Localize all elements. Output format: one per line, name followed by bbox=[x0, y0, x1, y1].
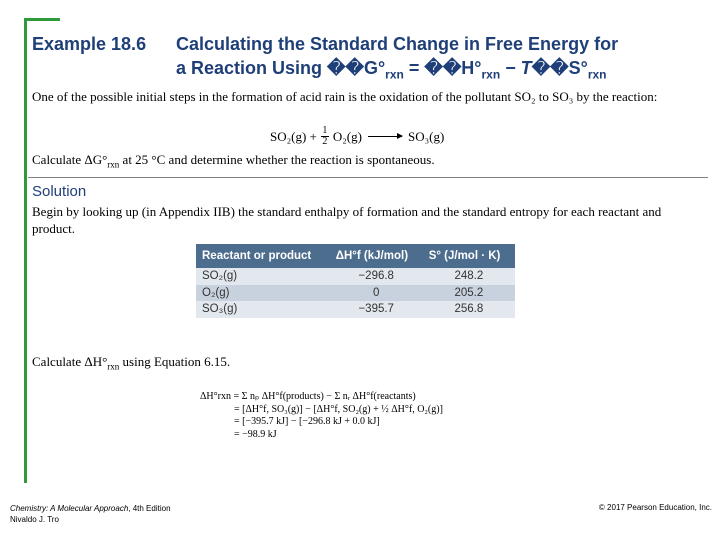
title-prefix: a Reaction Using bbox=[176, 58, 328, 78]
calc-g-suffix: at 25 °C and determine whether the reaction is spontaneous. bbox=[119, 152, 435, 167]
product-so3: SO₃(g) bbox=[407, 128, 445, 144]
math-line-2: = [ΔH°f, SO₃(g)] − [ΔH°f, SO₂(g) + ½ ΔH°f, O₂(g)] bbox=[234, 403, 443, 415]
solution-heading: Solution bbox=[32, 183, 87, 200]
species-cell: SO₃(g) bbox=[196, 301, 330, 318]
title-delta-g: ��G° bbox=[327, 58, 386, 78]
calc-h-prefix: Calculate ΔH° bbox=[32, 354, 108, 369]
title-delta-s: ��S° bbox=[531, 58, 588, 78]
calc-g-sub: rxn bbox=[107, 159, 120, 170]
delta-hf-cell: −395.7 bbox=[330, 301, 423, 318]
title-rxn-sub-2: rxn bbox=[481, 67, 501, 82]
book-title: Chemistry: A Molecular Approach bbox=[10, 504, 129, 513]
delta-hf-cell: 0 bbox=[330, 285, 423, 302]
calculate-delta-h-instruction bbox=[32, 354, 230, 372]
table-row bbox=[196, 285, 515, 302]
thermodynamic-data-table bbox=[196, 244, 515, 318]
title-equals: = bbox=[403, 58, 425, 78]
fraction-denominator: 2 bbox=[322, 136, 328, 147]
header-reactant-or-product: Reactant or product bbox=[196, 244, 330, 268]
title-line-2 bbox=[176, 56, 607, 87]
fraction-numerator: 1 bbox=[322, 125, 328, 136]
reaction-equation bbox=[270, 126, 444, 147]
math-line-3: = [−395.7 kJ] − [−296.8 kJ + 0.0 kJ] bbox=[234, 416, 380, 427]
table-row bbox=[196, 301, 515, 318]
slide-frame-vertical-line bbox=[24, 18, 27, 483]
title-rxn-sub-1: rxn bbox=[385, 67, 404, 82]
entropy-cell: 205.2 bbox=[423, 285, 515, 302]
math-line-4: = −98.9 kJ bbox=[234, 428, 277, 440]
delta-h-calculation bbox=[200, 391, 443, 441]
calc-h-suffix: using Equation 6.15. bbox=[119, 354, 231, 369]
header-entropy: S° (J/mol · K) bbox=[423, 244, 515, 268]
title-delta-h: ��H° bbox=[424, 58, 482, 78]
footer-author: Nivaldo J. Tro bbox=[10, 515, 59, 524]
calculate-delta-g-instruction bbox=[32, 152, 435, 170]
entropy-cell: 248.2 bbox=[423, 268, 515, 285]
problem-intro: One of the possible initial steps in the formation of acid rain is the oxidation of the pollutant SO₂ to SO₃ by the reaction: bbox=[32, 89, 658, 104]
table-header-row bbox=[196, 244, 515, 268]
footer-citation bbox=[10, 503, 171, 525]
calc-g-prefix: Calculate ΔG° bbox=[32, 152, 108, 167]
delta-hf-cell: −296.8 bbox=[330, 268, 423, 285]
title-line-1: Calculating the Standard Change in Free Energy for bbox=[176, 34, 619, 54]
entropy-cell: 256.8 bbox=[423, 301, 515, 318]
footer-book bbox=[10, 503, 171, 514]
example-label: Example 18.6 bbox=[32, 34, 147, 54]
slide-frame-horizontal-line bbox=[24, 18, 60, 21]
section-divider bbox=[28, 177, 708, 178]
title-minus-t: − T bbox=[500, 58, 532, 78]
header-delta-hf: ΔH°f (kJ/mol) bbox=[330, 244, 423, 268]
table-row bbox=[196, 268, 515, 285]
species-cell: O₂(g) bbox=[196, 285, 330, 302]
reaction-arrow-icon bbox=[368, 136, 402, 137]
reactant-so2: SO₂(g) + bbox=[270, 128, 317, 144]
one-half-fraction bbox=[321, 126, 329, 147]
math-line-1: ΔH°rxn = Σ nₚ ΔH°f(products) − Σ nᵣ ΔH°f(reactants) bbox=[200, 391, 416, 402]
title-rxn-sub-3: rxn bbox=[587, 67, 607, 82]
footer-copyright: © 2017 Pearson Education, Inc. bbox=[598, 503, 712, 512]
reactant-o2: O₂(g) bbox=[332, 128, 362, 144]
species-cell: SO₂(g) bbox=[196, 268, 330, 285]
book-edition: , 4th Edition bbox=[128, 504, 171, 513]
solution-begin-text: Begin by looking up (in Appendix IIB) the standard enthalpy of formation and the standard entropy for each reactant and product. bbox=[32, 204, 662, 236]
calc-h-sub: rxn bbox=[107, 361, 120, 372]
